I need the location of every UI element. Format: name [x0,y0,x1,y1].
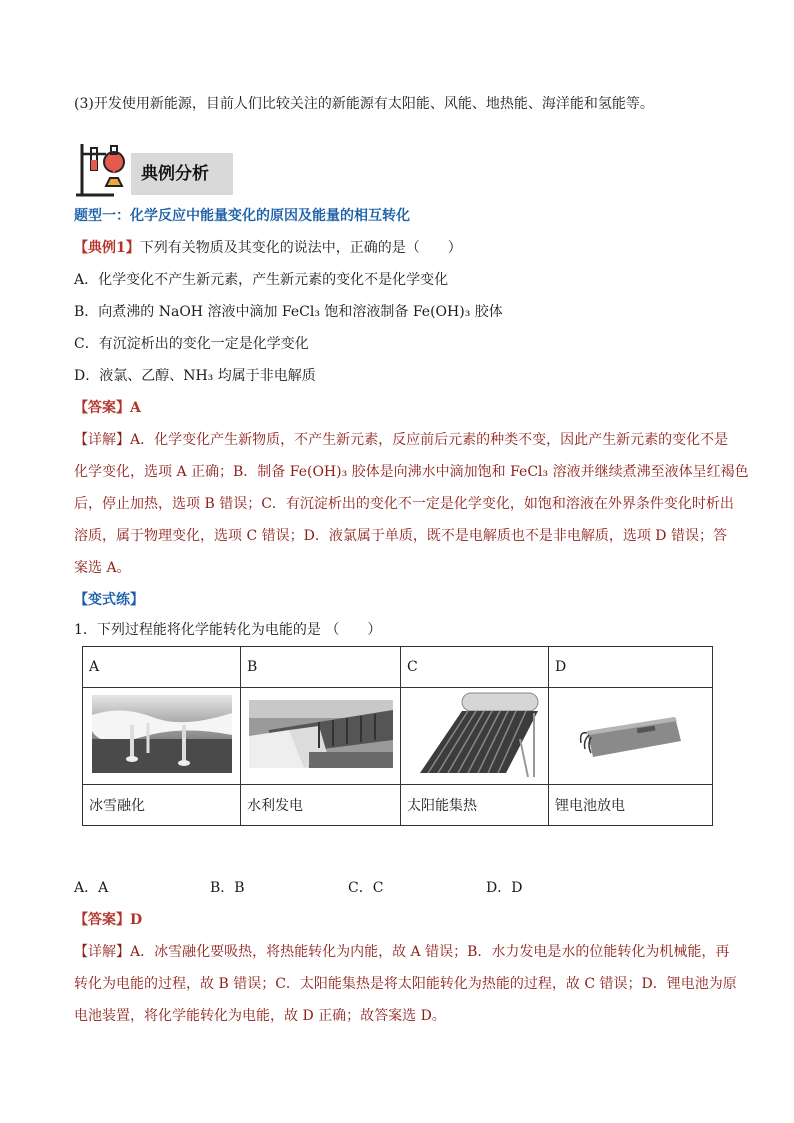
detail-line: 【详解】A．化学变化产生新物质，不产生新元素，反应前后元素的种类不变，因此产生新元素的变化不是 [74,432,729,448]
choice-a: A．A [74,880,109,896]
col-caption: 冰雪融化 [83,785,241,826]
example1-label: 【典例1】 [74,240,140,256]
solar-heater-photo [401,688,549,785]
q1-answer: 【答案】D [74,912,143,928]
melting-ice-photo [83,688,241,785]
detail-line: 转化为电能的过程，故 B 错误；C．太阳能集热是将太阳能转化为热能的过程，故 C 错误；D．锂电池为原 [74,976,737,992]
choice-c: C．C [348,880,384,896]
q1-question: 1．下列过程能将化学能转化为电能的是 （ ） [74,622,382,638]
detail-line: 电池装置，将化学能转化为电能，故 D 正确；故答案选 D。 [74,1008,446,1024]
col-letter: B [241,647,401,688]
detail-line: 案选 A。 [74,560,131,576]
lab-flask-icon [76,140,130,198]
q1-detail [74,936,737,1032]
example1-detail [74,424,749,584]
hydro-dam-photo [241,688,401,785]
option-d: D．液氯、乙醇、NH₃ 均属于非电解质 [74,368,316,384]
example1-question [74,238,462,258]
col-caption: 太阳能集热 [401,785,549,826]
col-caption: 锂电池放电 [549,785,713,826]
section-title: 典例分析 [131,153,233,195]
choice-d: D．D [486,880,523,896]
detail-line: 化学变化，选项 A 正确；B．制备 Fe(OH)₃ 胶体是向沸水中滴加饱和 FeCl₃ 溶液并继续煮沸至液体呈红褐色 [74,464,749,480]
option-c: C．有沉淀析出的变化一定是化学变化 [74,336,309,352]
option-a: A．化学变化不产生新元素，产生新元素的变化不是化学变化 [74,272,449,288]
col-letter: A [83,647,241,688]
choice-b: B．B [210,880,245,896]
type-heading: 题型一：化学反应中能量变化的原因及能量的相互转化 [74,208,410,224]
variant-label: 【变式练】 [74,592,144,608]
col-letter: C [401,647,549,688]
col-letter: D [549,647,713,688]
detail-line: 溶质，属于物理变化，选项 C 错误；D．液氯属于单质，既不是电解质也不是非电解质，选项 D 错误；答 [74,528,727,544]
option-b: B．向煮沸的 NaOH 溶液中滴加 FeCl₃ 饱和溶液制备 Fe(OH)₃ 胶体 [74,304,503,320]
intro-line: (3)开发使用新能源，目前人们比较关注的新能源有太阳能、风能、地热能、海洋能和氢能等。 [74,96,654,112]
example1-question-text: 下列有关物质及其变化的说法中，正确的是（ ） [139,240,462,256]
detail-line: 后，停止加热，选项 B 错误；C．有沉淀析出的变化不一定是化学变化，如饱和溶液在外界条件变化时析出 [74,496,734,512]
detail-line: 【详解】A．冰雪融化要吸热，将热能转化为内能，故 A 错误；B．水力发电是水的位能转化为机械能，再 [74,944,730,960]
lithium-battery-photo [549,688,713,785]
example1-answer: 【答案】A [74,400,141,416]
col-caption: 水利发电 [241,785,401,826]
options-table [82,646,713,826]
